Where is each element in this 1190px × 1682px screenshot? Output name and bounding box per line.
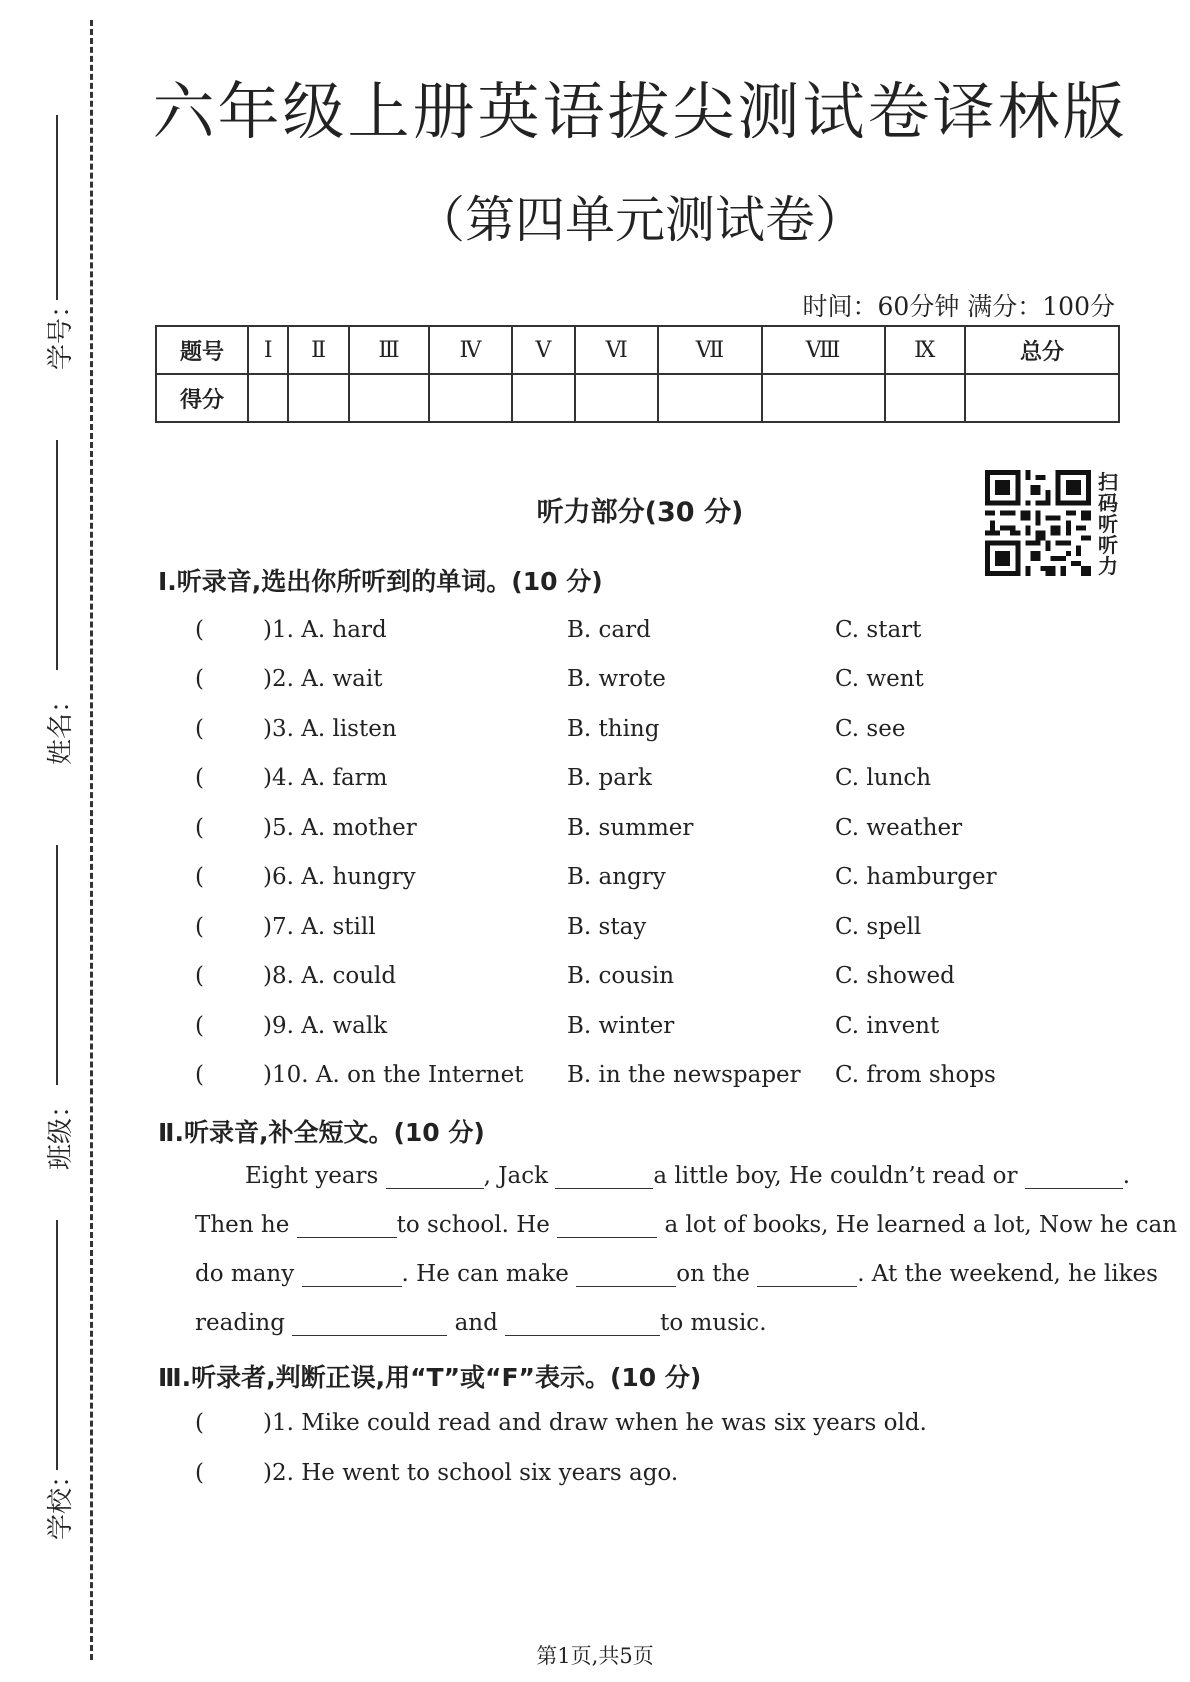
passage-text: , Jack — [483, 1163, 549, 1189]
option-c: C. weather — [835, 815, 963, 841]
option-b: B. park — [567, 765, 652, 791]
option-b: B. in the newspaper — [567, 1062, 801, 1088]
score-table-score-row — [156, 374, 1119, 422]
option-a: )4. A. farm — [263, 765, 388, 791]
fill-blank[interactable] — [292, 1313, 447, 1336]
score-col-total: 总分 — [965, 326, 1119, 374]
score-table-header-label: 题号 — [156, 326, 248, 374]
answer-paren[interactable]: ( — [195, 716, 204, 742]
passage-text: . — [1122, 1163, 1131, 1189]
school-label: 学校： — [46, 1461, 76, 1540]
statement: )2. He went to school six years ago. — [263, 1460, 679, 1486]
answer-paren[interactable]: ( — [195, 914, 204, 940]
choice-row — [195, 765, 1115, 805]
score-col-9: Ⅸ — [885, 326, 965, 374]
score-cell[interactable] — [885, 374, 965, 422]
score-cell-total[interactable] — [965, 374, 1119, 422]
qr-code-icon[interactable] — [985, 470, 1091, 576]
fill-blank[interactable] — [505, 1313, 660, 1336]
score-cell[interactable] — [248, 374, 288, 422]
student-no-label: 学号： — [46, 291, 76, 370]
option-b: B. cousin — [567, 963, 675, 989]
score-cell[interactable] — [762, 374, 885, 422]
fill-blank[interactable] — [386, 1166, 484, 1189]
option-a: )2. A. wait — [263, 666, 383, 692]
answer-paren[interactable]: ( — [195, 815, 204, 841]
choice-row — [195, 1062, 1115, 1102]
option-a: )8. A. could — [263, 963, 397, 989]
fill-blank[interactable] — [576, 1264, 676, 1287]
passage-text: . At the weekend, he likes — [857, 1261, 1158, 1287]
binding-dashed-line — [90, 20, 93, 1660]
option-a: )9. A. walk — [263, 1013, 388, 1039]
passage-text: and — [454, 1310, 498, 1336]
score-col-4: Ⅳ — [429, 326, 512, 374]
score-cell[interactable] — [288, 374, 348, 422]
option-b: B. thing — [567, 716, 660, 742]
score-col-1: Ⅰ — [248, 326, 288, 374]
answer-paren[interactable]: ( — [195, 617, 204, 643]
score-col-7: Ⅶ — [658, 326, 761, 374]
listening-section-title: 听力部分(30 分) — [536, 497, 744, 528]
statement: )1. Mike could read and draw when he was six years old. — [263, 1410, 927, 1436]
score-table-header-row — [156, 326, 1119, 374]
option-c: C. showed — [835, 963, 955, 989]
page-subtitle: （第四单元测试卷） — [415, 191, 865, 249]
score-table-score-label: 得分 — [156, 374, 248, 422]
page-title: 六年级上册英语拔尖测试卷译林版 — [152, 75, 1128, 148]
option-c: C. start — [835, 617, 922, 643]
score-col-6: Ⅵ — [575, 326, 658, 374]
answer-paren[interactable]: ( — [195, 1062, 204, 1088]
choice-row — [195, 617, 1115, 657]
exam-info: 时间：60分钟 满分：100分 — [802, 292, 1115, 321]
passage-line-2 — [195, 1212, 1178, 1238]
judge-row — [195, 1460, 1115, 1500]
passage-line-1 — [245, 1163, 1131, 1189]
option-a: )1. A. hard — [263, 617, 387, 643]
name-label: 姓名： — [46, 686, 76, 765]
option-c: C. went — [835, 666, 924, 692]
score-col-5: Ⅴ — [512, 326, 575, 374]
score-cell[interactable] — [429, 374, 512, 422]
score-cell[interactable] — [575, 374, 658, 422]
option-b: B. winter — [567, 1013, 675, 1039]
answer-paren[interactable]: ( — [195, 666, 204, 692]
answer-paren[interactable]: ( — [195, 1460, 204, 1486]
fill-blank[interactable] — [555, 1166, 653, 1189]
option-a: )6. A. hungry — [263, 864, 416, 890]
page-footer: 第1页,共5页 — [536, 1644, 654, 1668]
option-c: C. invent — [835, 1013, 940, 1039]
fill-blank[interactable] — [1025, 1166, 1123, 1189]
answer-paren[interactable]: ( — [195, 1013, 204, 1039]
option-c: C. see — [835, 716, 906, 742]
answer-paren[interactable]: ( — [195, 765, 204, 791]
choice-row — [195, 666, 1115, 706]
option-b: B. angry — [567, 864, 666, 890]
option-b: B. wrote — [567, 666, 666, 692]
fill-blank[interactable] — [297, 1215, 397, 1238]
class-label: 班级： — [46, 1091, 76, 1170]
fill-blank[interactable] — [302, 1264, 402, 1287]
passage-text: . He can make — [401, 1261, 569, 1287]
school-rule — [56, 1220, 58, 1470]
choice-row — [195, 815, 1115, 855]
passage-text: Then he — [195, 1212, 290, 1238]
option-a: )3. A. listen — [263, 716, 397, 742]
option-b: B. summer — [567, 815, 694, 841]
score-table — [155, 325, 1120, 423]
score-cell[interactable] — [512, 374, 575, 422]
score-cell[interactable] — [658, 374, 761, 422]
option-c: C. from shops — [835, 1062, 996, 1088]
option-a: )7. A. still — [263, 914, 376, 940]
option-b: B. stay — [567, 914, 647, 940]
part1-heading: Ⅰ.听录音,选出你所听到的单词。(10 分) — [158, 567, 603, 596]
option-c: C. spell — [835, 914, 922, 940]
passage-text: to music. — [660, 1310, 767, 1336]
choice-row — [195, 864, 1115, 904]
passage-line-3 — [195, 1261, 1158, 1287]
student-no-rule — [56, 115, 58, 300]
answer-paren[interactable]: ( — [195, 1410, 204, 1436]
passage-text: a lot of books, He learned a lot, Now he can — [664, 1212, 1178, 1238]
fill-blank[interactable] — [557, 1215, 657, 1238]
score-col-2: Ⅱ — [288, 326, 348, 374]
passage-text: do many — [195, 1261, 295, 1287]
passage-line-4 — [195, 1310, 1120, 1336]
passage-text: on the — [676, 1261, 750, 1287]
passage-text: Eight years — [245, 1163, 379, 1189]
passage-text: to school. He — [396, 1212, 550, 1238]
option-c: C. lunch — [835, 765, 932, 791]
choice-row — [195, 1013, 1115, 1053]
part2-heading: Ⅱ.听录音,补全短文。(10 分) — [158, 1118, 485, 1147]
option-a: )5. A. mother — [263, 815, 417, 841]
option-c: C. hamburger — [835, 864, 997, 890]
score-cell[interactable] — [349, 374, 429, 422]
choice-row — [195, 716, 1115, 756]
score-col-3: Ⅲ — [349, 326, 429, 374]
choice-row — [195, 963, 1115, 1003]
name-rule — [56, 440, 58, 670]
class-rule — [56, 845, 58, 1085]
score-col-8: Ⅷ — [762, 326, 885, 374]
part3-heading: Ⅲ.听录者,判断正误,用“T”或“F”表示。(10 分) — [158, 1363, 702, 1392]
option-b: B. card — [567, 617, 651, 643]
passage-text: a little boy, He couldn’t read or — [653, 1163, 1018, 1189]
qr-label: 扫码听听力 — [1098, 470, 1118, 578]
answer-paren[interactable]: ( — [195, 864, 204, 890]
fill-blank[interactable] — [757, 1264, 857, 1287]
choice-row — [195, 914, 1115, 954]
option-a: )10. A. on the Internet — [263, 1062, 524, 1088]
answer-paren[interactable]: ( — [195, 963, 204, 989]
passage-text: reading — [195, 1310, 285, 1336]
judge-row — [195, 1410, 1115, 1450]
